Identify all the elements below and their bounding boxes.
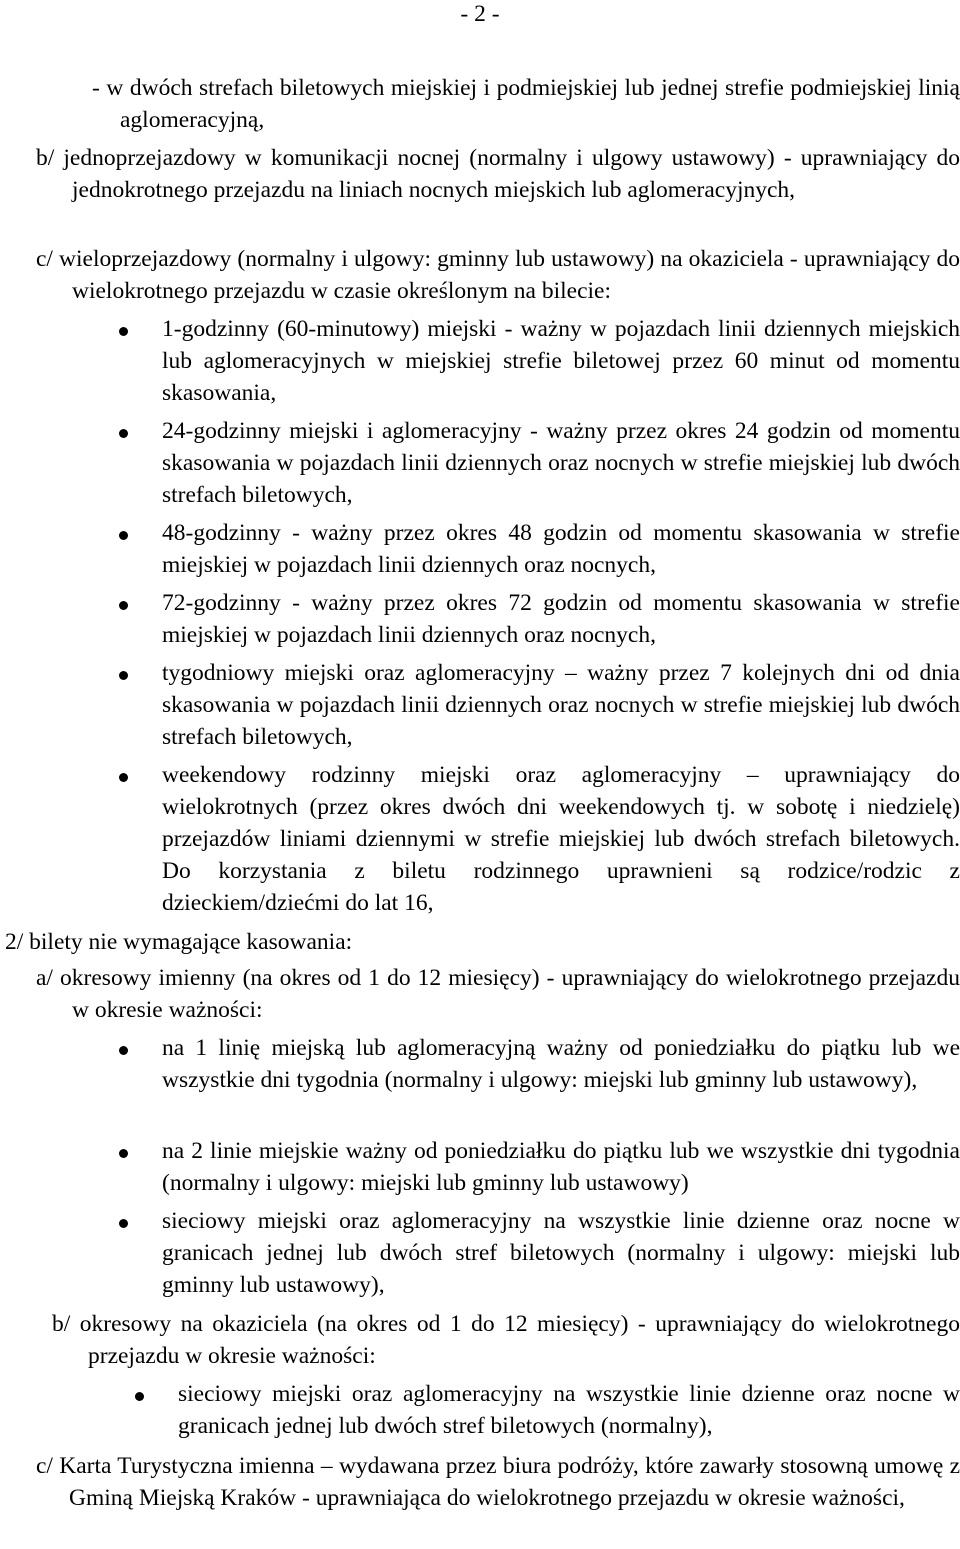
list-item: sieciowy miejski oraz aglomeracyjny na wszystkie linie dzienne oraz nocne w granicach jednej lub dwóch stref biletowych (normalny i ulgowy: miejski lub gminny lub ustawowy), [162, 1208, 960, 1298]
bullet-icon [119, 429, 128, 438]
list-item: c/ wieloprzejazdowy (normalny i ulgowy: gminny lub ustawowy) na okaziciela - uprawniający do wielokrotnego przejazdu w czasie określonym na bilecie: [36, 246, 960, 304]
list-item: 1-godzinny (60-minutowy) miejski - ważny w pojazdach linii dziennych miejskich lub aglomeracyjnych w miejskiej strefie biletowej przez 60 minut od momentu skasowania, [162, 316, 960, 406]
bullet-icon [119, 1046, 128, 1055]
bullet-icon [119, 671, 128, 680]
list-item: sieciowy miejski oraz aglomeracyjny na wszystkie linie dzienne oraz nocne w granicach jednej lub dwóch stref biletowych (normalny), [178, 1381, 960, 1439]
bullet-icon [119, 601, 128, 610]
bullet-icon [119, 327, 128, 336]
bullet-icon [119, 773, 128, 782]
bullet-icon [119, 1219, 128, 1228]
page-number: - 2 - [460, 1, 500, 27]
list-item: b/ jednoprzejazdowy w komunikacji nocnej (normalny i ulgowy ustawowy) - uprawniający do jednokrotnego przejazdu na liniach nocnych miejskich lub aglomeracyjnych, [36, 145, 960, 203]
list-item: c/ Karta Turystyczna imienna – wydawana przez biura podróży, które zawarły stosowną umowę z Gminą Miejską Kraków - uprawniająca do wielokrotnego przejazdu w okresie ważności, [36, 1453, 960, 1511]
bullet-icon [135, 1392, 144, 1401]
list-item: a/ okresowy imienny (na okres od 1 do 12 miesięcy) - uprawniający do wielokrotnego przejazdu w okresie ważności: [36, 965, 960, 1023]
list-item: tygodniowy miejski oraz aglomeracyjny – ważny przez 7 kolejnych dni od dnia skasowania w pojazdach linii dziennych oraz nocnych w strefie miejskiej lub dwóch strefach biletowych, [162, 660, 960, 750]
list-item: na 2 linie miejskie ważny od poniedziałku do piątku lub we wszystkie dni tygodnia (normalny i ulgowy: miejski lub gminny lub ustawowy) [162, 1138, 960, 1196]
list-item: 72-godzinny - ważny przez okres 72 godzin od momentu skasowania w strefie miejskiej w pojazdach linii dziennych oraz nocnych, [162, 590, 960, 648]
list-item: b/ okresowy na okaziciela (na okres od 1 do 12 miesięcy) - uprawniający do wielokrotnego przejazdu w okresie ważności: [52, 1311, 960, 1369]
list-item: weekendowy rodzinny miejski oraz aglomeracyjny – uprawniający do wielokrotnych (przez okres dwóch dni weekendowych tj. w sobotę i niedzielę) przejazdów liniami dziennymi w strefie miejskiej lub dwóch strefach biletowych. Do korzystania z biletu rodzinnego uprawnieni są rodzice/rodzic z dzieckiem/dziećmi do lat 16, [162, 762, 960, 916]
list-item: na 1 linię miejską lub aglomeracyjną ważny od poniedziałku do piątku lub we wszystkie dni tygodnia (normalny i ulgowy: miejski lub gminny lub ustawowy), [162, 1035, 960, 1093]
list-item: 24-godzinny miejski i aglomeracyjny - ważny przez okres 24 godzin od momentu skasowania w pojazdach linii dziennych oraz nocnych w strefie miejskiej lub dwóch strefach biletowych, [162, 418, 960, 508]
list-item: - w dwóch strefach biletowych miejskiej i podmiejskiej lub jednej strefie podmiejskiej linią aglomeracyjną, [92, 75, 960, 133]
section-heading: 2/ bilety nie wymagające kasowania: [5, 929, 353, 955]
list-item: 48-godzinny - ważny przez okres 48 godzin od momentu skasowania w strefie miejskiej w pojazdach linii dziennych oraz nocnych, [162, 520, 960, 578]
bullet-icon [119, 531, 128, 540]
bullet-icon [119, 1149, 128, 1158]
